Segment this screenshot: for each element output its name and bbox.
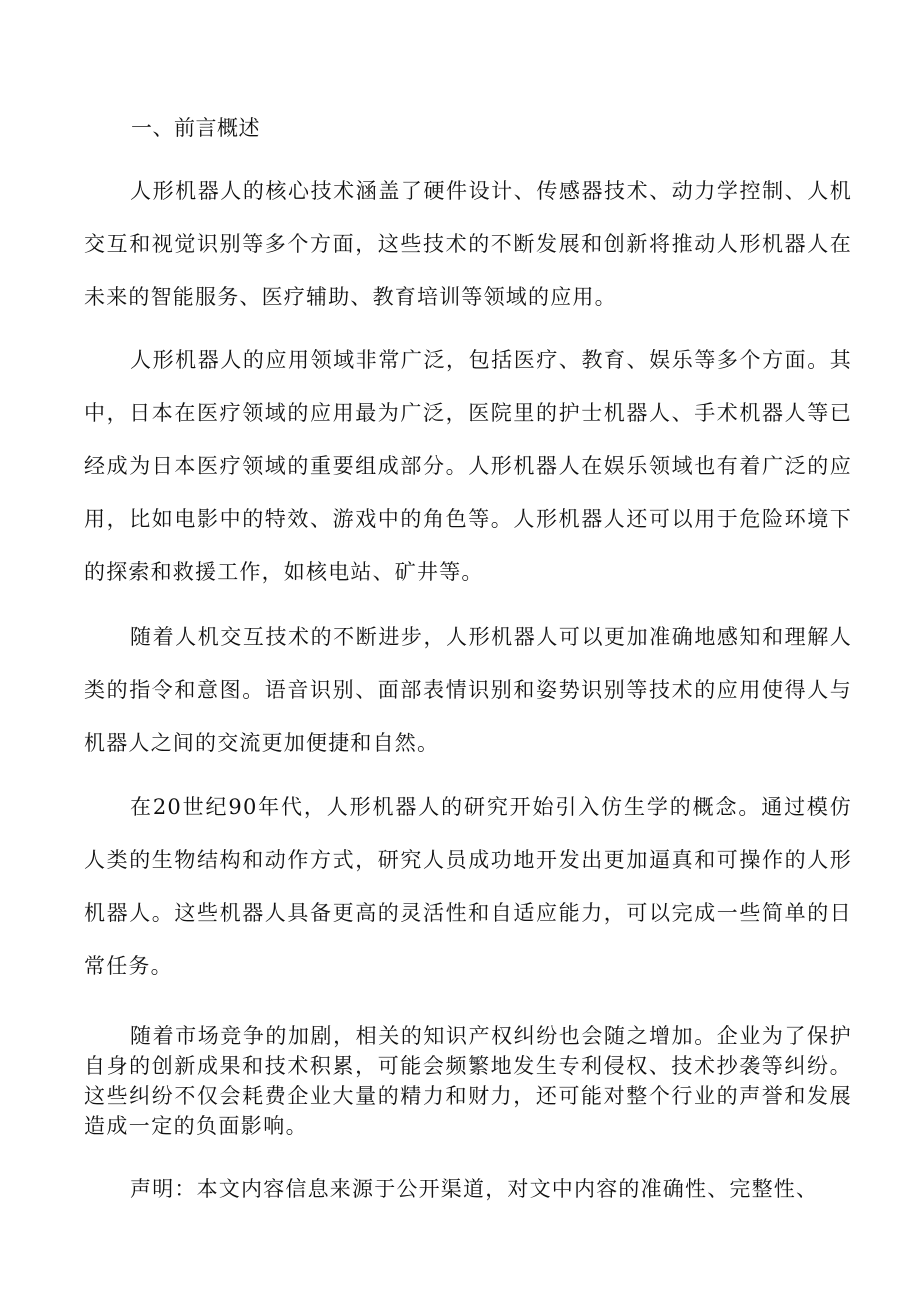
paragraph-disclaimer: 声明：本文内容信息来源于公开渠道，对文中内容的准确性、完整性、 bbox=[130, 1177, 819, 1201]
paragraph-core-technology: 人形机器人的核心技术涵盖了硬件设计、传感器技术、动力学控制、人机交互和视觉识别等多个方面，这些技术的不断发展和创新将推动人形机器人在未来的智能服务、医疗辅助、教育培训等领域的应用。 bbox=[84, 179, 852, 309]
paragraph-human-machine-interaction: 随着人机交互技术的不断进步，人形机器人可以更加准确地感知和理解人类的指令和意图。语音识别、面部表情识别和姿势识别等技术的应用使得人与机器人之间的交流更加便捷和自然。 bbox=[84, 625, 852, 755]
paragraph-ip-disputes: 随着市场竞争的加剧，相关的知识产权纠纷也会随之增加。企业为了保护自身的创新成果和技术积累，可能会频繁地发生专利侵权、技术抄袭等纠纷。这些纠纷不仅会耗费企业大量的精力和财力，还可能对整个行业的声誉和发展造成一定的负面影响。 bbox=[84, 1024, 852, 1138]
paragraph-application-fields: 人形机器人的应用领域非常广泛，包括医疗、教育、娱乐等多个方面。其中，日本在医疗领域的应用最为广泛，医院里的护士机器人、手术机器人等已经成为日本医疗领域的重要组成部分。人形机器人在娱乐领域也有着广泛的应用，比如电影中的特效、游戏中的角色等。人形机器人还可以用于危险环境下的探索和救援工作，如核电站、矿井等。 bbox=[84, 348, 852, 584]
section-heading: 一、前言概述 bbox=[131, 116, 260, 140]
paragraph-bionics-history: 在20世纪90年代，人形机器人的研究开始引入仿生学的概念。通过模仿人类的生物结构和动作方式，研究人员成功地开发出更加逼真和可操作的人形机器人。这些机器人具备更高的灵活性和自适应能力，可以完成一些简单的日常任务。 bbox=[84, 795, 852, 978]
